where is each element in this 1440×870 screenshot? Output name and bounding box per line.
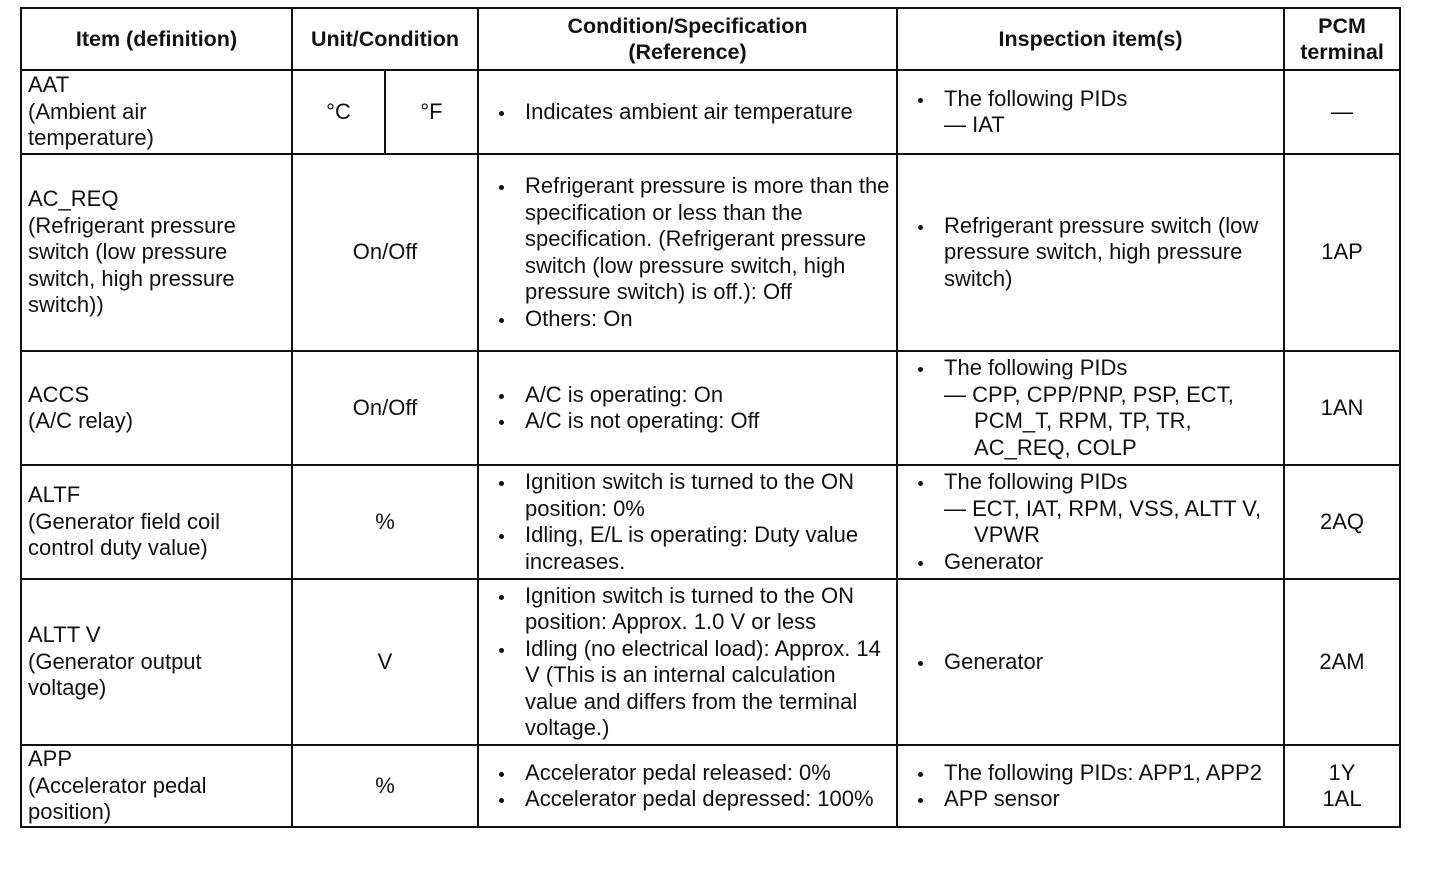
inspection-cell — [897, 70, 1284, 154]
table-row — [21, 579, 1400, 745]
unit-cell: % — [292, 465, 478, 579]
inspection-cell — [897, 465, 1284, 579]
item-code: APP — [28, 746, 73, 772]
inspection-sub: — CPP, CPP/PNP, PSP, ECT, PCM_T, RPM, TP, TR, AC_REQ, COLP — [944, 381, 1234, 460]
pcm-terminal-cell: 1AP — [1284, 154, 1400, 351]
pcm-terminal-cell: 2AQ — [1284, 465, 1400, 579]
inspection-cell — [897, 154, 1284, 351]
inspection-sub: — IAT — [944, 112, 1005, 137]
pid-spec-table — [20, 7, 1401, 828]
condition-cell — [478, 465, 897, 579]
condition-cell — [478, 745, 897, 827]
table-row — [21, 154, 1400, 351]
inspection-bullet: The following PIDs: APP1, APP2 — [904, 760, 1277, 787]
item-definition-line: (Refrigerant pressure — [28, 212, 236, 238]
condition-bullet: Accelerator pedal depressed: 100% — [485, 786, 890, 813]
inspection-title: The following PIDs — [944, 355, 1128, 380]
item-definition-line: position) — [28, 799, 112, 825]
header-pcm-line2: terminal — [1300, 40, 1384, 64]
item-code: AC_REQ — [28, 186, 119, 212]
table-row — [21, 70, 1400, 154]
inspection-bullet: APP sensor — [904, 786, 1277, 813]
unit-cell: On/Off — [292, 154, 478, 351]
item-definition-line: (Generator field coil — [28, 508, 220, 534]
inspection-bullet — [904, 469, 1277, 549]
condition-bullet: Refrigerant pressure is more than the specification or less than the specification. (Refrigerant pressure switch (low pressure switch, high pressure switch) is off.): Off — [485, 173, 890, 306]
item-cell — [21, 351, 292, 465]
header-condition — [478, 8, 897, 70]
pcm-terminal-cell: — — [1284, 70, 1400, 154]
inspection-cell — [897, 579, 1284, 745]
header-item: Item (definition) — [21, 8, 292, 70]
item-cell — [21, 745, 292, 827]
inspection-cell — [897, 351, 1284, 465]
header-unit: Unit/Condition — [292, 8, 478, 70]
pcm-terminal-cell: 1AN — [1284, 351, 1400, 465]
table-row — [21, 745, 1400, 827]
condition-bullet: A/C is not operating: Off — [485, 408, 890, 435]
condition-bullet: Idling (no electrical load): Approx. 14 V (This is an internal calculation value and differs from the terminal voltage.) — [485, 636, 890, 742]
condition-bullet: Others: On — [485, 306, 890, 333]
item-definition-line: switch, high pressure — [28, 265, 235, 291]
inspection-cell — [897, 745, 1284, 827]
pcm-terminal-value: 1AL — [1322, 786, 1362, 811]
condition-bullet: Accelerator pedal released: 0% — [485, 760, 890, 787]
unit-cell-fahrenheit: °F — [385, 70, 478, 154]
condition-bullet: Ignition switch is turned to the ON position: 0% — [485, 469, 890, 522]
item-code: ALTF — [28, 482, 81, 508]
item-cell — [21, 579, 292, 745]
condition-bullet: A/C is operating: On — [485, 382, 890, 409]
item-definition-line: voltage) — [28, 675, 107, 701]
condition-bullet: Indicates ambient air temperature — [485, 99, 890, 126]
item-definition-line: switch (low pressure — [28, 239, 228, 265]
condition-cell — [478, 154, 897, 351]
item-cell — [21, 70, 292, 154]
header-pcm-line1: PCM — [1318, 14, 1366, 38]
unit-cell: V — [292, 579, 478, 745]
pcm-terminal-value: 1Y — [1328, 759, 1356, 785]
inspection-bullet: Refrigerant pressure switch (low pressure switch, high pressure switch) — [904, 213, 1277, 293]
header-pcm — [1284, 8, 1400, 70]
condition-cell — [478, 70, 897, 154]
item-cell — [21, 154, 292, 351]
unit-cell-celsius: °C — [292, 70, 385, 154]
inspection-bullet: Generator — [904, 649, 1277, 676]
item-definition-line: (Generator output — [28, 648, 202, 674]
item-code: ALTT V — [28, 622, 101, 648]
inspection-title: The following PIDs — [944, 469, 1128, 494]
header-row — [21, 8, 1400, 70]
condition-cell — [478, 351, 897, 465]
item-definition-line: (Ambient air — [28, 98, 147, 124]
condition-bullet: Ignition switch is turned to the ON position: Approx. 1.0 V or less — [485, 583, 890, 636]
item-definition-line: temperature) — [28, 125, 154, 151]
condition-bullet: Idling, E/L is operating: Duty value increases. — [485, 522, 890, 575]
pcm-terminal-cell: 2AM — [1284, 579, 1400, 745]
header-condition-line2: (Reference) — [628, 40, 747, 64]
inspection-bullet — [904, 355, 1277, 461]
inspection-title: The following PIDs — [944, 85, 1128, 111]
header-inspection: Inspection item(s) — [897, 8, 1284, 70]
inspection-bullet: Generator — [904, 549, 1277, 576]
header-condition-line1: Condition/Specification — [567, 14, 808, 38]
inspection-bullet — [904, 86, 1277, 139]
item-definition-line: (Accelerator pedal — [28, 772, 207, 798]
item-cell — [21, 465, 292, 579]
unit-cell: % — [292, 745, 478, 827]
item-definition-line: switch)) — [28, 292, 104, 318]
unit-cell: On/Off — [292, 351, 478, 465]
item-definition-line: control duty value) — [28, 535, 208, 561]
table-row — [21, 351, 1400, 465]
item-code: ACCS — [28, 381, 90, 407]
condition-cell — [478, 579, 897, 745]
item-definition-line: (A/C relay) — [28, 408, 134, 433]
table-row — [21, 465, 1400, 579]
item-code: AAT — [28, 72, 70, 98]
inspection-sub: — ECT, IAT, RPM, VSS, ALTT V, VPWR — [944, 495, 1262, 547]
pcm-terminal-cell — [1284, 745, 1400, 827]
